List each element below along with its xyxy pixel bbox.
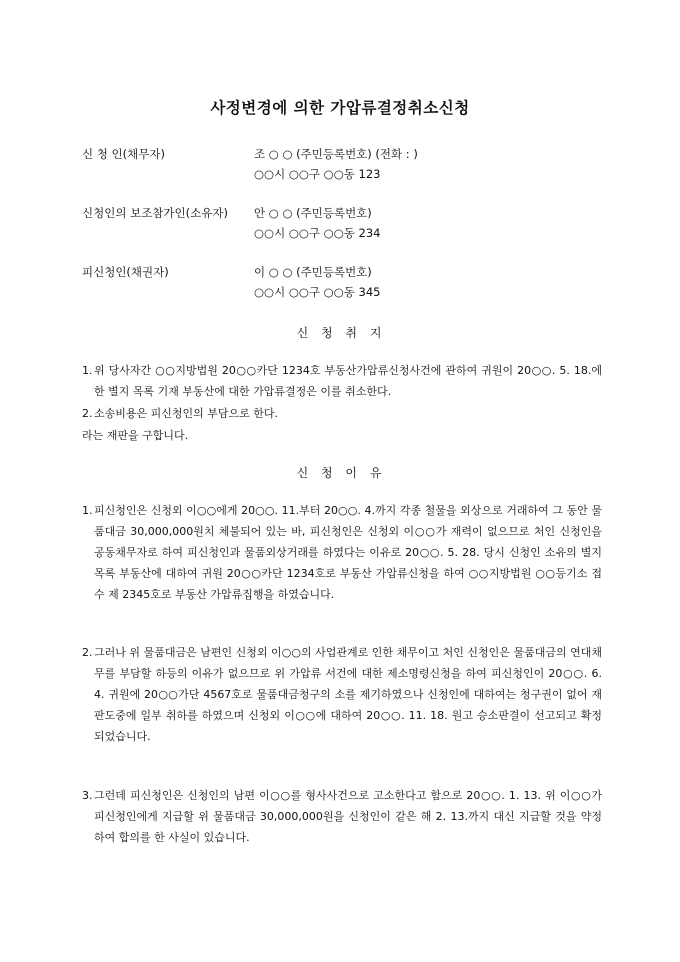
party-name: 조 ○ ○ (주민등록번호) (전화 : ): [254, 147, 418, 161]
party-address: ○○시 ○○구 ○○동 345: [254, 285, 381, 299]
item-number: 2.: [82, 646, 93, 659]
reason-item-1: [82, 500, 602, 605]
purpose-item-1: [82, 360, 602, 402]
purpose-closing: 라는 재판을 구합니다.: [82, 429, 189, 442]
item-number: 3.: [82, 789, 93, 802]
item-text: 그러나 위 물품대금은 남편인 신청외 이○○의 사업관계로 인한 채무이고 처인 신청인은 물품대금의 연대채무를 부담할 하등의 이유가 없으므로 위 가압류 서건에 대한 제소명령신청을 하여 피신청인이 20○○. 6. 4. 귀원에 20○○가단 4567호로 물품대금청구의 소를 제기하였으나 신청인에 대하여는 청구권이 없어 재판도중에 일부 취하를 하였으며 신청외 이○○에 대하여 20○○. 11. 18. 원고 승소판결이 선고되고 확정되었습니다.: [94, 646, 602, 743]
party-address: ○○시 ○○구 ○○동 123: [254, 167, 381, 181]
item-number: 2.: [82, 407, 93, 420]
reason-heading: 신 청 이 유: [296, 466, 384, 480]
party-role: 신청인의 보조참가인(소유자): [82, 206, 228, 220]
reason-item-3: [82, 785, 602, 848]
reason-item-2: [82, 642, 602, 747]
party-name: 안 ○ ○ (주민등록번호): [254, 206, 372, 220]
item-number: 1.: [82, 504, 93, 517]
item-text: 그런데 피신청인은 신청인의 남편 이○○를 형사사건으로 고소한다고 함으로 20○○. 1. 13. 위 이○○가 피신청인에게 지급할 위 물품대금 30,000,000원을 신청인이 같은 해 2. 13.까지 대신 지급할 것을 약정하여 합의를 한 사실이 있습니다.: [94, 789, 602, 844]
purpose-item-2: [82, 403, 602, 424]
purpose-heading: 신 청 취 지: [296, 326, 384, 340]
party-address: ○○시 ○○구 ○○동 234: [254, 226, 381, 240]
party-role: 신 청 인(채무자): [82, 147, 165, 161]
item-text: 위 당사자간 ○○지방법원 20○○카단 1234호 부동산가압류신청사건에 관하여 귀원이 20○○. 5. 18.에 한 별지 목록 기재 부동산에 대한 가압류결정은 이를 취소한다.: [94, 364, 602, 398]
item-text: 소송비용은 피신청인의 부담으로 한다.: [94, 407, 279, 420]
item-text: 피신청인은 신청외 이○○에게 20○○. 11.부터 20○○. 4.까지 각종 철물을 외상으로 거래하여 그 동안 물품대금 30,000,000원치 체불되어 있는 바, 피신청인은 신청외 이○○가 재력이 없으므로 처인 신청인을 공동채무자로 하여 피신청인과 물품외상거래를 하였다는 이유로 20○○. 5. 28. 당시 신청인 소유의 별지 목록 부동산에 대하여 귀원 20○○카단 1234호로 부동산 가압류신청을 하여 ○○지방법원 ○○등기소 접수 제 2345호로 부동산 가압류집행을 하였습니다.: [94, 504, 602, 601]
party-role: 피신청인(채권자): [82, 265, 169, 279]
party-name: 이 ○ ○ (주민등록번호): [254, 265, 372, 279]
document-title: 사정변경에 의한 가압류결정취소신청: [210, 99, 470, 117]
item-number: 1.: [82, 364, 93, 377]
